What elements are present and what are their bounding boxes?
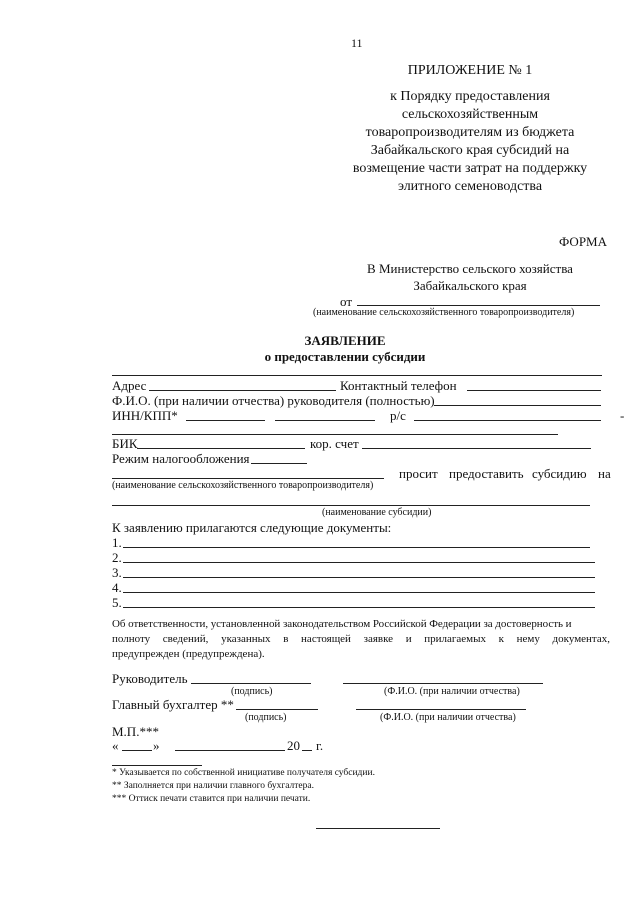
signature-hint: (подпись) — [231, 686, 273, 697]
tax-mode-label: Режим налогообложения — [112, 451, 250, 466]
producer-name-line[interactable] — [112, 375, 602, 376]
from-field-line[interactable] — [357, 305, 600, 306]
address-field-line[interactable] — [149, 390, 336, 391]
liability-line: предупрежден (предупреждена). — [112, 648, 265, 660]
account-field-line[interactable] — [414, 420, 601, 421]
appendix-title: ПРИЛОЖЕНИЕ № 1 — [407, 63, 533, 78]
appendix-line: возмещение части затрат на поддержку — [352, 161, 588, 176]
corr-account-label: кор. счет — [310, 436, 359, 451]
head-name-label: Ф.И.О. (при наличии отчества) руководителя (полностью) — [112, 393, 435, 408]
kpp-field-line[interactable] — [275, 420, 375, 421]
footnote: ** Заполняется при наличии главного бухгалтера. — [112, 781, 314, 791]
appendix-line: Забайкальского края субсидий на — [370, 143, 570, 158]
addressee-line2: Забайкальского края — [413, 278, 527, 293]
head-name-field-line[interactable] — [434, 405, 601, 406]
signature-hint: (подпись) — [245, 712, 287, 723]
footnote: *** Оттиск печати ставится при наличии печати. — [112, 794, 311, 804]
footnote-divider — [112, 765, 202, 766]
date-month-line[interactable] — [175, 750, 285, 751]
document-item-number: 1. — [112, 535, 122, 550]
appendix-line: элитного семеноводства — [397, 179, 543, 194]
requests-word: субсидию — [532, 466, 587, 481]
account-continuation-line[interactable] — [112, 434, 558, 435]
address-label: Адрес — [112, 378, 147, 393]
subsidy-hint: (наименование субсидии) — [322, 507, 432, 518]
requests-word: просит — [399, 466, 438, 481]
date-year-suffix: г. — [316, 738, 324, 753]
head-label: Руководитель — [112, 671, 188, 686]
inn-field-line[interactable] — [186, 420, 265, 421]
producer-hint: (наименование сельскохозяйственного товаропроизводителя) — [112, 480, 374, 491]
subsidy-name-line[interactable] — [112, 505, 590, 506]
accountant-signature-line[interactable] — [236, 709, 318, 710]
bik-field-line[interactable] — [137, 448, 305, 449]
date-day-line[interactable] — [122, 750, 152, 751]
document-item-line[interactable] — [123, 577, 595, 578]
date-year-line[interactable] — [302, 750, 312, 751]
phone-field-line[interactable] — [467, 390, 601, 391]
name-hint: (Ф.И.О. (при наличии отчества) — [380, 712, 516, 723]
corr-account-field-line[interactable] — [362, 448, 591, 449]
footnote: * Указывается по собственной инициативе получателя субсидии. — [112, 768, 375, 778]
document-item-line[interactable] — [123, 562, 595, 563]
document-item-line[interactable] — [123, 607, 595, 608]
appendix-line: товаропроизводителям из бюджета — [365, 125, 575, 140]
statement-subtitle: о предоставлении субсидии — [264, 349, 426, 364]
appendix-line: к Порядку предоставления — [390, 89, 550, 104]
appendix-line: сельскохозяйственным — [401, 107, 539, 122]
date-year: 20 — [287, 738, 300, 753]
documents-intro: К заявлению прилагаются следующие документы: — [112, 520, 392, 535]
accountant-name-line[interactable] — [356, 709, 526, 710]
page-number: 11 — [351, 36, 363, 50]
statement-title: ЗАЯВЛЕНИЕ — [304, 333, 386, 348]
document-item-line[interactable] — [123, 592, 595, 593]
from-hint: (наименование сельскохозяйственного товаропроизводителя) — [313, 307, 575, 318]
accountant-label: Главный бухгалтер ** — [112, 697, 234, 712]
date-close-quote: » — [153, 738, 160, 753]
account-dash: - — [620, 408, 625, 423]
date-open-quote: « — [112, 738, 119, 753]
liability-line: Об ответственности, установленной законодательством Российской Федерации за достоверность и — [112, 618, 572, 630]
document-item-line[interactable] — [123, 547, 590, 548]
requests-word: предоставить — [449, 466, 524, 481]
document-item-number: 4. — [112, 580, 122, 595]
producer-requests-line[interactable] — [112, 478, 384, 479]
seal-label: М.П.*** — [112, 724, 159, 739]
phone-label: Контактный телефон — [340, 378, 457, 393]
name-hint: (Ф.И.О. (при наличии отчества) — [384, 686, 520, 697]
from-label: от — [340, 294, 353, 309]
tax-mode-field-line[interactable] — [251, 463, 307, 464]
addressee-line1: В Министерство сельского хозяйства — [367, 261, 573, 276]
document-item-number: 3. — [112, 565, 122, 580]
account-label: р/с — [390, 408, 406, 423]
requests-word: на — [598, 466, 611, 481]
form-label: ФОРМА — [559, 234, 607, 249]
inn-kpp-label: ИНН/КПП* — [112, 408, 178, 423]
bik-label: БИК — [112, 436, 138, 451]
liability-line: полноту сведений, указанных в настоящей заявке и прилагаемых к нему документах, — [112, 633, 610, 645]
document-item-number: 2. — [112, 550, 122, 565]
head-name-signature-line[interactable] — [343, 683, 543, 684]
head-signature-line[interactable] — [191, 683, 311, 684]
bottom-divider — [316, 828, 440, 829]
document-item-number: 5. — [112, 595, 122, 610]
